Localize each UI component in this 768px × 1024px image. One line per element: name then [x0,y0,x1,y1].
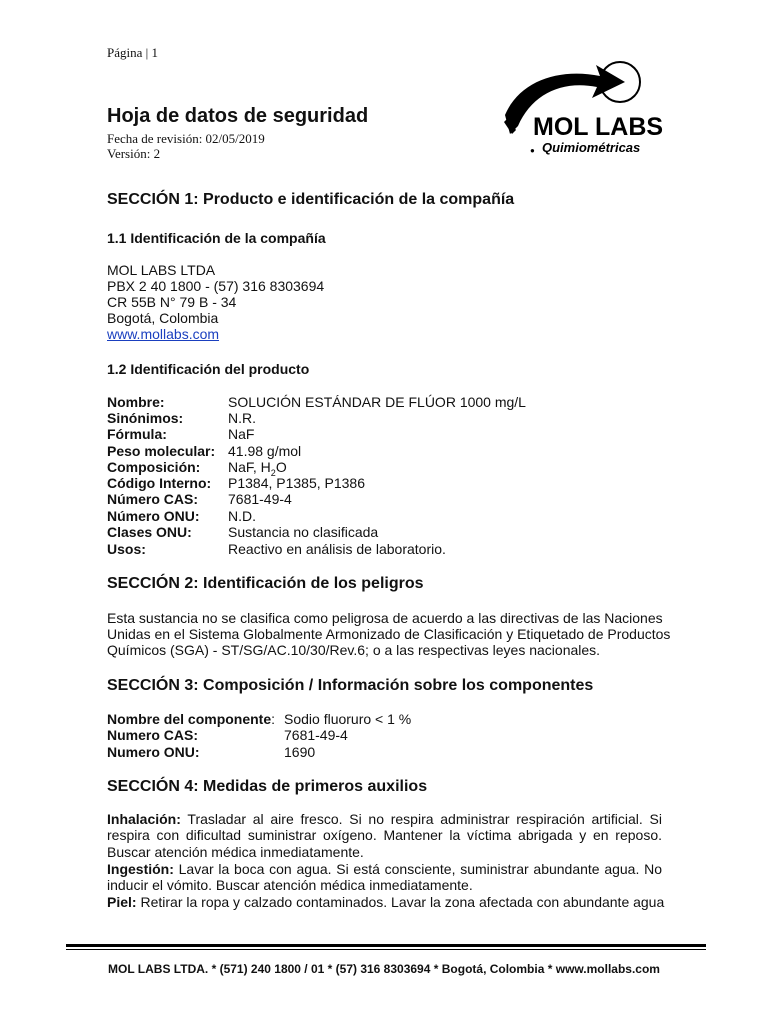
hazard-text-line: Químicos (SGA) - ST/SG/AC.10/30/Rev.6; o a las respectivas leyes nacionales. [107,642,601,658]
component-label-colon: : [271,711,276,727]
ingestion-text: Lavar la boca con agua. Si está consciente, suministrar abundante agua. No inducir el vómito. Buscar atención médica inmediatamente. [107,861,662,894]
product-label: Usos: [107,541,146,557]
product-value: N.D. [228,508,256,524]
product-value: 41.98 g/mol [228,443,302,459]
product-row [107,410,256,426]
component-row [107,744,315,760]
page-number: Página | 1 [107,45,158,60]
product-label: Clases ONU: [107,524,192,540]
product-value: NaF, H [228,459,271,475]
subsection-1-1-title: 1.1 Identificación de la compañía [107,230,326,246]
product-row [107,443,301,459]
component-value: 7681-49-4 [284,727,348,743]
component-label: Nombre del componente [107,711,272,727]
product-value-tail: O [275,459,287,475]
document-version: Versión: 2 [107,146,161,161]
logo-graphic [500,60,675,160]
subsection-1-2-title: 1.2 Identificación del producto [107,361,310,377]
ingestion-label: Ingestión: [107,861,174,877]
inhalation-label: Inhalación: [107,811,181,827]
mol-labs-logo [500,60,675,160]
product-label: Número ONU: [107,508,200,524]
section-1-title: SECCIÓN 1: Producto e identificación de la compañía [107,191,515,208]
component-value: Sodio fluoruro < 1 % [284,711,412,727]
product-row [107,508,256,524]
ingestion-paragraph [107,861,662,894]
product-label: Peso molecular: [107,443,216,459]
company-address: CR 55B N° 79 B - 34 [107,294,237,310]
company-website-link[interactable]: www.mollabs.com [107,326,220,342]
component-row [107,711,411,727]
product-row [107,524,378,540]
footer-contact: MOL LABS LTDA. * (571) 240 1800 / 01 * (57) 316 8303694 * Bogotá, Colombia * www.mollabs.com [108,962,660,976]
hazard-text-line: Esta sustancia no se clasifica como peligrosa de acuerdo a las directivas de las Naciones [107,610,663,626]
product-value-subscript: 2 [270,467,276,478]
footer-rule [66,944,706,947]
product-label: Nombre: [107,394,165,410]
product-value: Reactivo en análisis de laboratorio. [228,541,446,557]
section-4-title: SECCIÓN 4: Medidas de primeros auxilios [107,778,428,795]
product-row [107,475,365,491]
product-row [107,426,254,442]
product-value: SOLUCIÓN ESTÁNDAR DE FLÚOR 1000 mg/L [228,394,526,410]
component-row [107,727,348,743]
product-value: N.R. [228,410,256,426]
product-value: P1384, P1385, P1386 [228,475,366,491]
footer-rule-thin [66,949,706,950]
company-name: MOL LABS LTDA [107,262,216,278]
inhalation-text: Trasladar al aire fresco. Si no respira administrar respiración artificial. Si respira con dificultad suministrar oxígeno. Mantener la víctima abrigada y en reposo. Buscar atención médica inmediatamente. [107,811,663,860]
company-city: Bogotá, Colombia [107,310,219,326]
product-value: NaF [228,426,255,442]
logo-brand: MOL LABS [533,113,664,141]
section-2-title: SECCIÓN 2: Identificación de los peligros [107,575,424,592]
product-label: Composición: [107,459,201,475]
component-label: Numero CAS: [107,727,199,743]
skin-label: Piel: [107,894,137,910]
logo-tagline: Quimiométricas [542,140,641,155]
product-value: 7681-49-4 [228,491,292,507]
product-label: Código Interno: [107,475,212,491]
skin-text: Retirar la ropa y calzado contaminados. Lavar la zona afectada con abundante agua [140,894,665,910]
product-label: Sinónimos: [107,410,184,426]
product-row [107,491,292,507]
component-value: 1690 [284,744,316,760]
section-3-title: SECCIÓN 3: Composición / Información sobre los componentes [107,677,594,694]
hazard-text-line: Unidas en el Sistema Globalmente Armonizado de Clasificación y Etiquetado de Productos [107,626,671,642]
product-label: Número CAS: [107,491,199,507]
logo-bullet: ● [530,146,535,155]
component-label: Numero ONU: [107,744,200,760]
product-row [107,541,446,557]
product-value: Sustancia no clasificada [228,524,379,540]
product-label: Fórmula: [107,426,167,442]
inhalation-paragraph [107,811,662,860]
skin-paragraph [107,894,665,910]
document-title: Hoja de datos de seguridad [107,105,369,127]
company-phone: PBX 2 40 1800 - (57) 316 8303694 [107,278,325,294]
revision-date: Fecha de revisión: 02/05/2019 [107,131,265,146]
product-row [107,394,526,410]
